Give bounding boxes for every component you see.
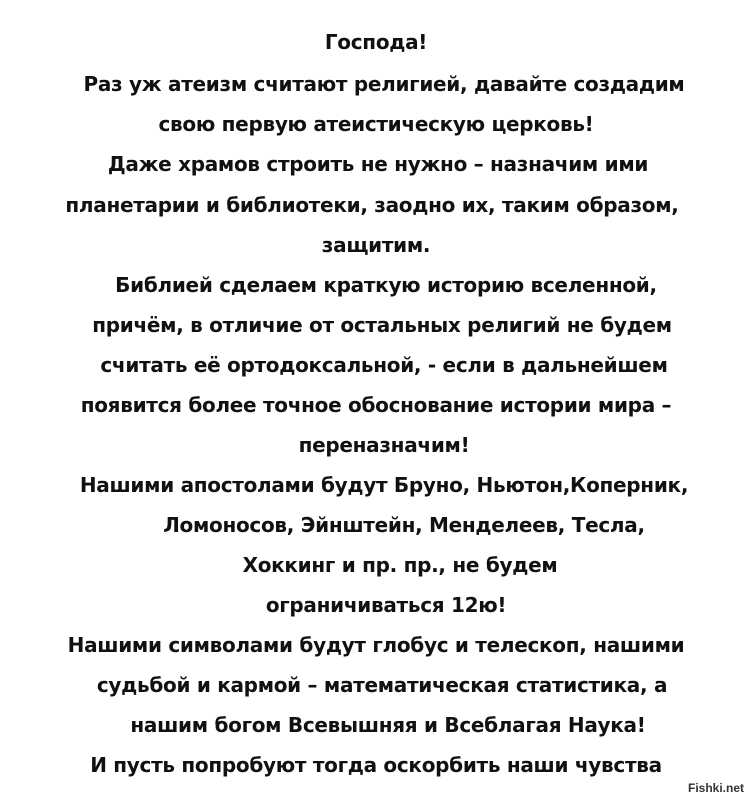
text-line: появится более точное обоснование истории мира – [80, 393, 672, 417]
text-line: Ломоносов, Эйнштейн, Менделеев, Тесла, [163, 513, 645, 537]
text-line: считать её ортодоксальной, - если в дальнейшем [100, 353, 668, 377]
text-line: нашим богом Всевышняя и Всеблагая Наука! [130, 713, 646, 737]
text-line: ограничиваться 12ю! [265, 593, 507, 617]
text-line: Библией сделаем краткую историю вселенной, [115, 273, 657, 297]
text-line: Даже храмов строить не нужно – назначим ими [107, 152, 649, 176]
text-line: защитим. [321, 233, 431, 257]
text-line: Нашими символами будут глобус и телескоп, нашими [67, 633, 685, 657]
text-line: переназначим! [298, 433, 470, 457]
text-line: Хоккинг и пр. пр., не будем [242, 553, 558, 577]
text-line-title: Господа! [324, 30, 428, 54]
text-line: Раз уж атеизм считают религией, давайте создадим [83, 72, 685, 96]
watermark: Fishki.net [687, 781, 744, 795]
text-line: планетарии и библиотеки, заодно их, таким образом, [65, 193, 679, 217]
text-line: причём, в отличие от остальных религий не будем [92, 313, 672, 337]
text-line: свою первую атеистическую церковь! [158, 112, 594, 136]
text-line: Нашими апостолами будут Бруно, Ньютон,Коперник, [79, 473, 689, 497]
text-line: судьбой и кармой – математическая статистика, а [96, 673, 668, 697]
text-line: И пусть попробуют тогда оскорбить наши чувства [90, 753, 662, 777]
